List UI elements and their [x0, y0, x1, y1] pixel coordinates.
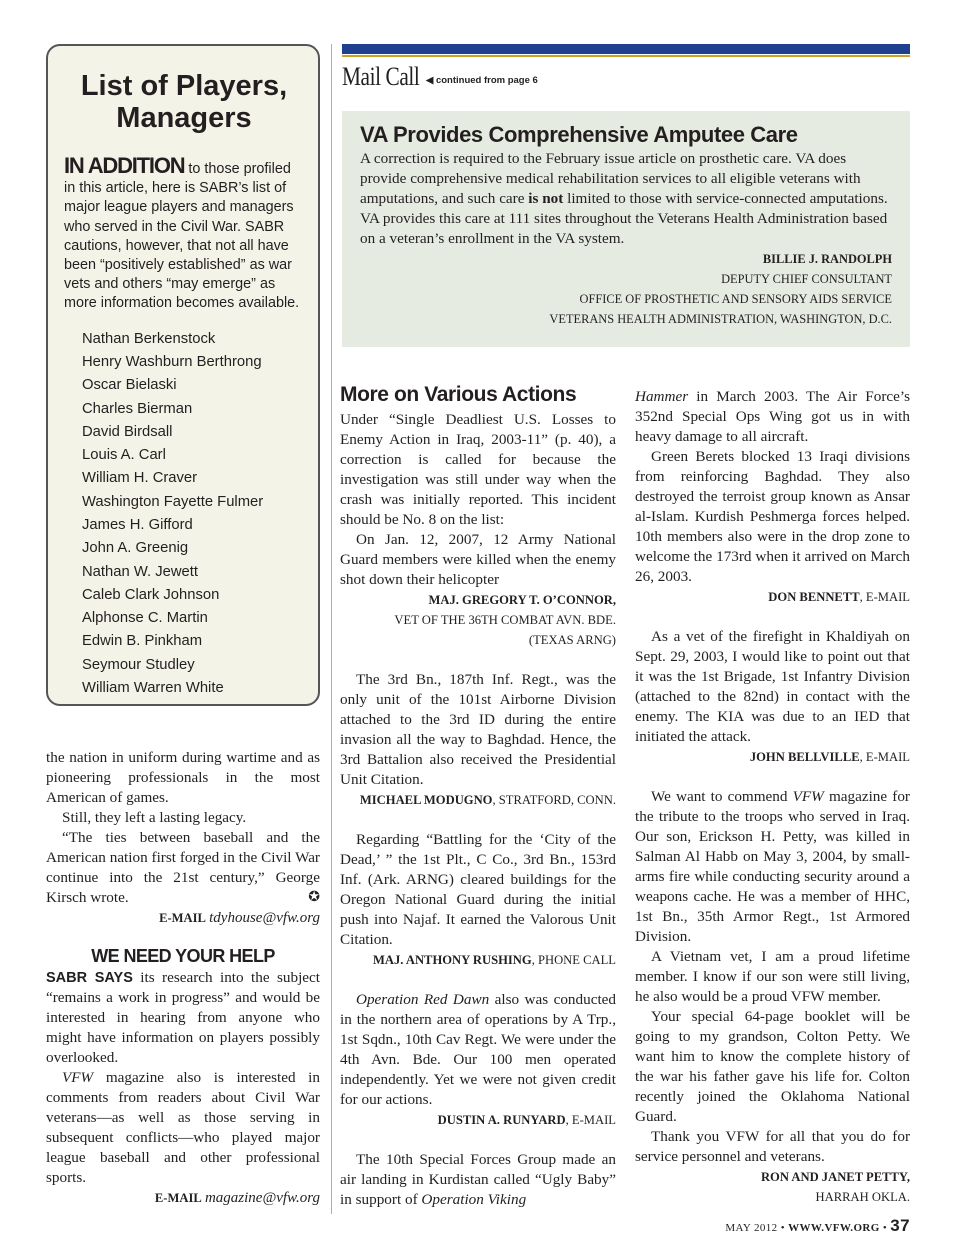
va-sig-office: OFFICE OF PROSTHETIC AND SENSORY AIDS SERVICE: [579, 292, 892, 306]
letter-5-sig-name: DON BENNETT: [768, 590, 860, 604]
player-list-item: William H. Craver: [82, 470, 198, 487]
letter-5-sig-rest: , E-MAIL: [859, 590, 910, 604]
va-body: [360, 149, 892, 249]
player-list-item: Washington Fayette Fulmer: [82, 493, 264, 510]
need-paragraph-1: [46, 968, 320, 1068]
va-sig-title: DEPUTY CHIEF CONSULTANT: [721, 272, 892, 286]
player-list-item: Charles Bierman: [82, 400, 193, 417]
player-list-item: Louis A. Carl: [82, 447, 166, 464]
sidebar-title: [64, 70, 304, 134]
sidebar-intro-lead: IN ADDITION: [64, 153, 185, 178]
need-lead: SABR SAYS: [46, 970, 133, 986]
need-paragraph-1-text: its research into the subject “remains a work in progress” and would be interested in hearing from anyone who might have information on players possibly overlooked.: [46, 969, 320, 1066]
letter-4-text: also was conducted in the northern area of operations by A Trp., 1st Sqdn., 10th Cav Regt. We were under the 4th Avn. Bde. Our 100 men operated independently. Yet we were not given credit for our actions.: [340, 991, 616, 1108]
letter-2-sig-name: MICHAEL MODUGNO: [359, 793, 493, 807]
va-body-1: A correction is required to the February issue article on prosthetic care. VA does provide comprehensive medical rehabilitation services to all eligible veterans with amputations, and such care: [360, 150, 861, 207]
sidebar-intro: [64, 153, 304, 314]
players-sidebar-box: [46, 44, 320, 706]
letter-7-paragraph-2: A Vietnam vet, I am a proud lifetime member. I know if our son were still living, he also would be a proud VFW member.: [635, 948, 910, 1005]
sidebar-intro-text: to those profiled in this article, here is SABR’s list of major league players and managers who served in the Civil War. SABR cautions, however, that not all have been “positively established” as war vets and others “may emerge” as more information becomes available.: [64, 161, 300, 312]
magazine-email-link[interactable]: magazine@vfw.org: [204, 1190, 320, 1206]
letter-3-signature: [340, 950, 616, 970]
page-footer: [725, 1216, 910, 1236]
letter-5-paragraph-start: [340, 1150, 616, 1210]
need-help-heading: WE NEED YOUR HELP: [91, 946, 275, 966]
letter-5-paragraph-2: Green Berets blocked 13 Iraqi divisions from reinforcing Baghdad. They also destroyed the terroist group known as Ansar al-Islam. Kurdish Peshmerga forces helped. 10th members also were in the drop zone to welcome the 173rd when it arrived on March 26, 2003.: [635, 448, 910, 585]
footer-site[interactable]: WWW.VFW.ORG: [788, 1222, 880, 1234]
page-number: 37: [890, 1216, 910, 1235]
letter-5-cont-text: in March 2003. The Air Force’s 352nd Special Ops Wing got us in with heavy damage to all aircraft.: [635, 388, 910, 445]
top-gold-rule: [342, 55, 910, 57]
need-paragraph-2-em: VFW: [62, 1069, 94, 1086]
left-email-link[interactable]: tdyhouse@vfw.org: [209, 910, 320, 926]
letter-6-sig-name: JOHN BELLVILLE: [749, 750, 860, 764]
left-paragraph-3-text: “The ties between baseball and the American nation first forged in the Civil War continue into the 21st century,” George Kirsch wrote.: [46, 829, 320, 906]
player-list-item: William Warren White: [82, 680, 224, 697]
need-paragraph-2-text: magazine also is interested in comments from readers about Civil War veterans—as well as those serving in subsequent conflicts—who played major league baseball and other professional sports.: [46, 1069, 320, 1186]
left-email-label: E-MAIL: [159, 911, 206, 925]
letter-4-em: Operation Red Dawn: [356, 991, 490, 1008]
player-list-item: Nathan Berkenstock: [82, 330, 216, 347]
letter-6-paragraph: As a vet of the firefight in Khaldiyah on Sept. 29, 2003, I would like to point out that it was the 1st Brigade, 1st Infantry Division (attached to the 82nd) in contact with the enemy. The KIA was due to an IED that initiated the attack.: [635, 628, 910, 745]
letter-4-sig-rest: , E-MAIL: [565, 1113, 616, 1127]
letter-7-sig-town: HARRAH OKLA.: [815, 1190, 910, 1204]
player-list-item: Alphonse C. Martin: [82, 610, 208, 627]
letter-5-text: The 10th Special Forces Group made an air landing in Kurdistan called “Ugly Baby” in support of: [340, 1151, 616, 1208]
magazine-email-line: [46, 1188, 320, 1208]
player-list-item: John A. Greenig: [82, 540, 189, 557]
letter-4-sig-name: DUSTIN A. RUNYARD: [437, 1113, 566, 1127]
letter-7-paragraph-1: [635, 787, 910, 947]
letter-7-sig-name: RON AND JANET PETTY,: [760, 1170, 910, 1184]
va-signature: [360, 249, 892, 329]
player-list-item: James H. Gifford: [82, 517, 193, 533]
letter-1-sig-state: (TEXAS ARNG): [528, 633, 616, 647]
letter-7-signature: [635, 1167, 910, 1207]
va-body-bold: is not: [528, 190, 564, 207]
letter-3-sig-rest: , PHONE CALL: [531, 953, 616, 967]
player-list-item: David Birdsall: [82, 423, 173, 440]
letter-2-sig-rest: , STRATFORD, CONN.: [492, 793, 616, 807]
left-paragraph-2: Still, they left a lasting legacy.: [62, 809, 247, 826]
section-title: Mail Call: [342, 62, 420, 91]
magazine-email-label: E-MAIL: [154, 1191, 202, 1205]
va-title: VA Provides Comprehensive Amputee Care: [360, 122, 798, 147]
letter-5-em: Operation Viking: [421, 1191, 527, 1208]
column-rule: [331, 44, 332, 1214]
letter-2-paragraph: The 3rd Bn., 187th Inf. Regt., was the only unit of the 101st Airborne Division attached to the 3rd ID during the entire invasion all the way to Baghdad. Hence, the 3rd Battalion also received the Presidential Unit Citation.: [340, 671, 616, 788]
sidebar-title-line2: Managers: [116, 102, 252, 134]
letter-1-paragraph-2: On Jan. 12, 2007, 12 Army National Guard members were killed when the enemy shot down their helicopter: [340, 531, 616, 588]
letter-3-paragraph: Regarding “Battling for the ‘City of the Dead,’ ” the 1st Plt., C Co., 3rd Bn., 153rd Inf. (Ark. ARNG) cleared buildings for the Oregon National Guard during the initial push into Najaf. It earned the Valorous Unit Citation.: [340, 831, 616, 948]
letter-1-sig-unit: VET OF THE 36TH COMBAT AVN. BDE.: [394, 613, 616, 627]
continued-from-link[interactable]: ◀ continued from page 6: [426, 75, 538, 86]
player-list-item: Oscar Bielaski: [82, 377, 177, 394]
va-sig-name: BILLIE J. RANDOLPH: [762, 252, 892, 266]
sidebar-title-line1: List of Players,: [80, 70, 288, 102]
letter-4-signature: [340, 1110, 616, 1130]
top-color-bar: [342, 44, 910, 54]
left-paragraph-3: [46, 828, 320, 908]
player-list-item: Seymour Studley: [82, 656, 195, 673]
player-list-item: Edwin B. Pinkham: [82, 633, 203, 650]
letter-7-text-a: We want to commend: [651, 788, 793, 805]
left-email-line: [46, 908, 320, 928]
footer-sep-2: •: [879, 1222, 891, 1234]
letters-column-2: [340, 380, 616, 1210]
letter-6-signature: [635, 747, 910, 767]
player-list-item: Nathan W. Jewett: [82, 563, 198, 580]
va-sig-org: VETERANS HEALTH ADMINISTRATION, WASHINGTON, D.C.: [549, 312, 892, 326]
footer-date: MAY 2012: [725, 1222, 778, 1234]
letter-7-paragraph-3: Your special 64-page booklet will be going to my grandson, Colton Petty. We want him to know the complete history of the war his father gave his life for. Colton recently joined the Oklahoma National Guard.: [635, 1008, 910, 1125]
player-list-item: Henry Washburn Berthrong: [82, 353, 262, 370]
letter-2-signature: [340, 790, 616, 810]
letter-7-paragraph-4: Thank you VFW for all that you do for service personnel and veterans.: [635, 1128, 910, 1165]
left-article-text: [46, 748, 320, 1208]
more-actions-title: More on Various Actions: [340, 383, 577, 406]
letter-1-paragraph-1: Under “Single Deadliest U.S. Losses to Enemy Action in Iraq, 2003-11” (p. 40), a correction is called for because the investigation was still under way when the crash was initially reported. This incident should be No. 8 on the list:: [340, 411, 616, 528]
end-mark-icon: ✪: [308, 890, 320, 905]
letter-7-em: VFW: [792, 788, 824, 805]
letter-5-signature: [635, 587, 910, 607]
va-correction-box: [342, 111, 910, 347]
letter-5-cont-em: Hammer: [635, 388, 689, 405]
player-list-item: Caleb Clark Johnson: [82, 586, 220, 603]
letter-1-signature: [340, 590, 616, 650]
va-body-2: limited to those with service-connected amputations. VA provides this care at 111 sites throughout the Veterans Health Administration based on a veteran’s enrollment in the VA system.: [360, 190, 888, 247]
players-list: [64, 328, 304, 701]
need-paragraph-2: [46, 1068, 320, 1188]
letter-5-paragraph-cont: [635, 387, 910, 447]
letters-column-3: [635, 387, 910, 1207]
section-header: [342, 62, 538, 92]
footer-sep-1: •: [777, 1222, 789, 1234]
letter-3-sig-name: MAJ. ANTHONY RUSHING: [372, 953, 532, 967]
letter-7-text-b: magazine for the tribute to the troops who served in Iraq. Our son, Erickson H. Petty, was killed in Salman Al Habb on May 3, 2004, by small-arms fire while conducting security around a weapons cache. He was a member of HHC, 1st Bn., 35th Armor Regt., 1st Armored Division.: [635, 788, 910, 945]
letter-4-paragraph: [340, 990, 616, 1110]
left-paragraph-1: the nation in uniform during wartime and as pioneering professionals in the most American of games.: [46, 749, 320, 806]
letter-1-sig-name: MAJ. GREGORY T. O’CONNOR,: [428, 593, 616, 607]
letter-6-sig-rest: , E-MAIL: [859, 750, 910, 764]
